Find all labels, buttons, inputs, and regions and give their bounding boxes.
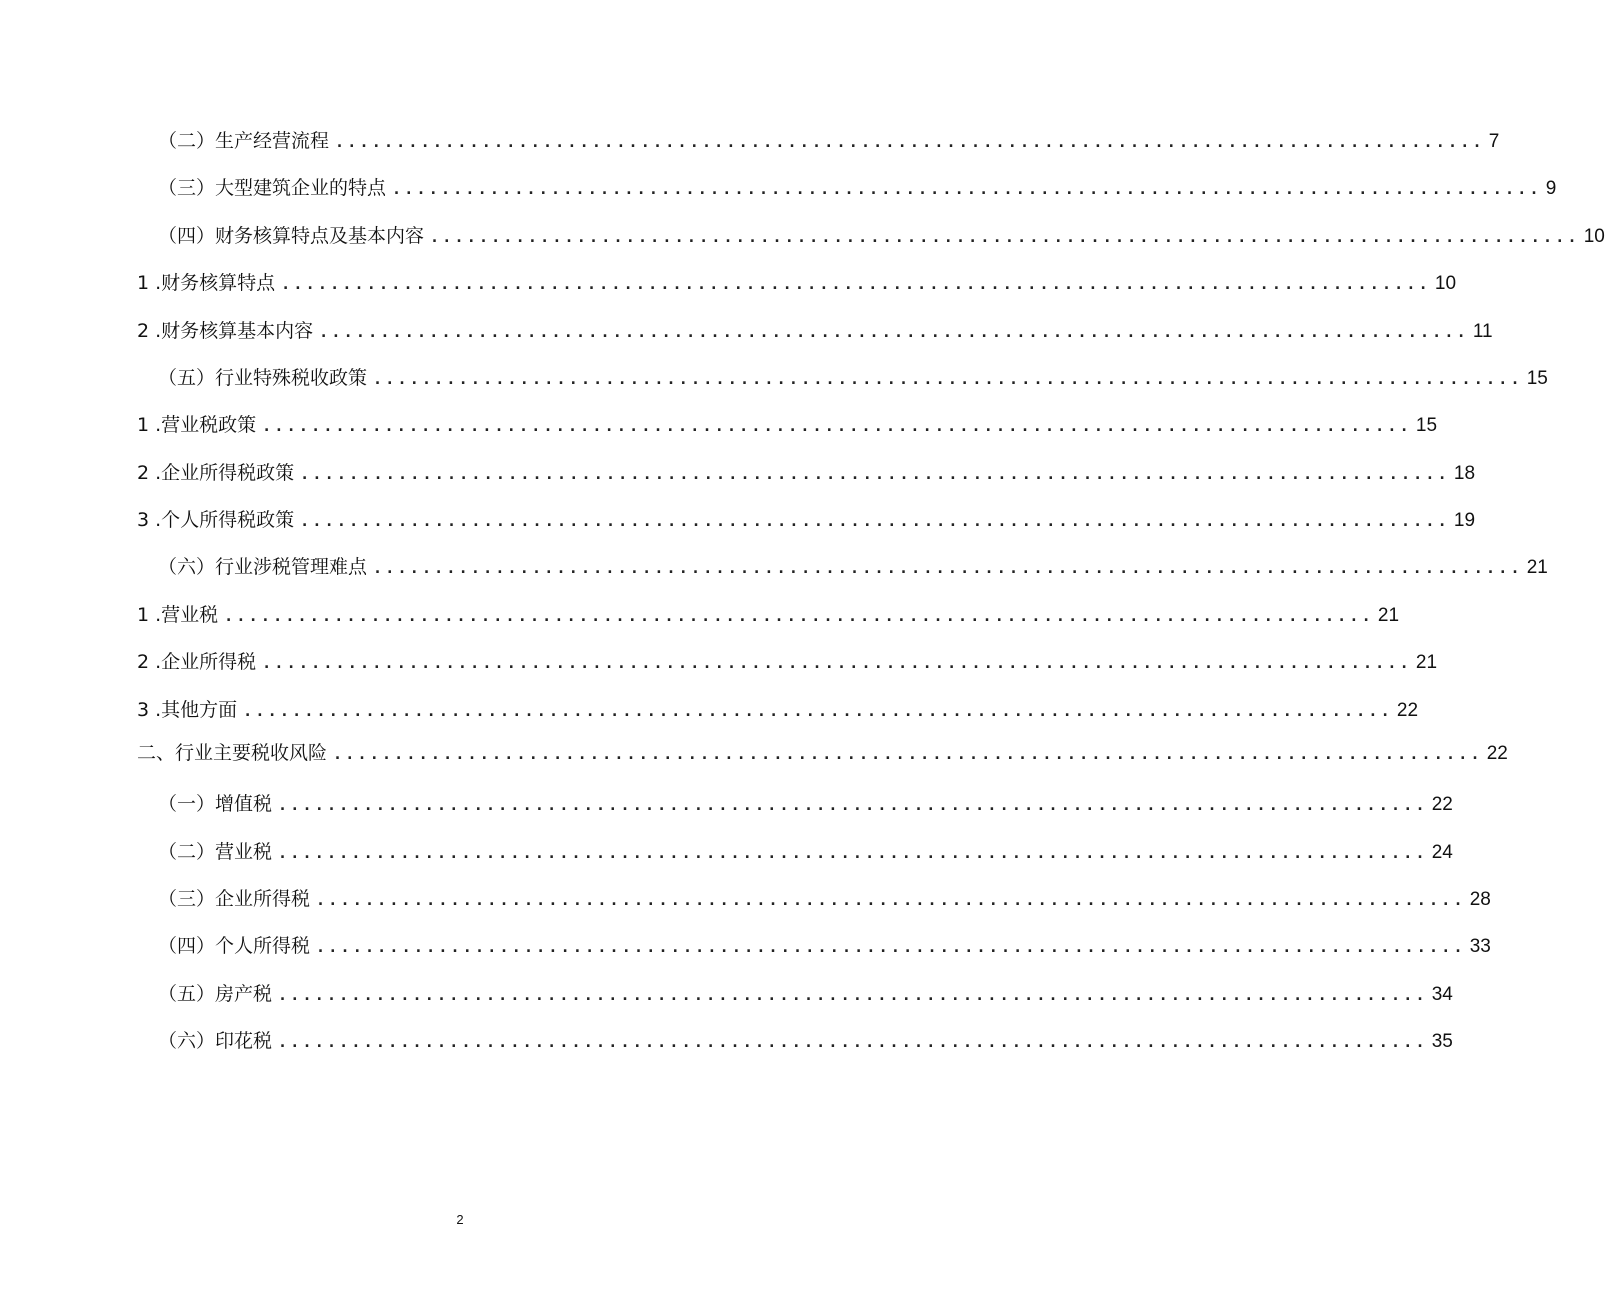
toc-leader-dots: ..............................................................................................: [278, 986, 1428, 1004]
toc-leader-dots: ..............................................................................................: [300, 512, 1450, 530]
toc-entry-page: 7: [1488, 131, 1500, 152]
toc-leader-dots: ..............................................................................................: [316, 891, 1466, 909]
toc-entry-label: （三）企业所得税: [158, 888, 311, 910]
toc-entry[interactable]: [137, 741, 1508, 766]
toc-entry-label: 1 .财务核算特点: [137, 272, 276, 294]
toc-leader-dots: ..............................................................................................: [281, 275, 1431, 293]
toc-entry[interactable]: [137, 319, 1493, 344]
toc-entry-page: 22: [1431, 794, 1453, 815]
toc-entry-label: 二、行业主要税收风险: [137, 742, 328, 764]
toc-entry-page: 18: [1453, 463, 1476, 484]
toc-entry[interactable]: [137, 461, 1476, 486]
toc-entry-page: 28: [1469, 889, 1491, 910]
toc-entry-page: 21: [1415, 652, 1438, 673]
toc-entry[interactable]: [158, 934, 1491, 959]
toc-entry[interactable]: [158, 224, 1605, 249]
toc-entry-label: （四）财务核算特点及基本内容: [158, 225, 425, 247]
toc-entry-page: 21: [1526, 557, 1548, 578]
toc-entry-page: 24: [1431, 842, 1453, 863]
toc-entry-page: 22: [1486, 743, 1508, 764]
toc-entry-page: 22: [1396, 700, 1419, 721]
toc-entry-page: 10: [1583, 226, 1605, 247]
toc-entry-label: （四）个人所得税: [158, 935, 311, 957]
toc-leader-dots: ..............................................................................................: [262, 654, 1412, 672]
toc-leader-dots: ..............................................................................................: [278, 796, 1428, 814]
toc-entry[interactable]: [137, 603, 1400, 628]
toc-entry-label: 1 .营业税: [137, 604, 219, 626]
toc-leader-dots: ..............................................................................................: [243, 702, 1393, 720]
toc-leader-dots: ..............................................................................................: [392, 180, 1542, 198]
toc-entry-label: 3 .个人所得税政策: [137, 509, 295, 531]
toc-leader-dots: ..............................................................................................: [316, 938, 1466, 956]
toc-leader-dots: ..............................................................................................: [333, 745, 1483, 763]
toc-entry-label: 2 .财务核算基本内容: [137, 320, 314, 342]
toc-entry-label: 3 .其他方面: [137, 699, 238, 721]
toc-entry[interactable]: [137, 413, 1438, 438]
toc-entry[interactable]: [137, 508, 1476, 533]
toc-entry-label: （二）营业税: [158, 841, 273, 863]
toc-entry-page: 33: [1469, 936, 1491, 957]
toc-entry-page: 15: [1526, 368, 1548, 389]
toc-entry-label: （三）大型建筑企业的特点: [158, 177, 387, 199]
toc-entry[interactable]: [158, 176, 1557, 201]
toc-entry[interactable]: [158, 129, 1500, 154]
toc-entry[interactable]: [158, 840, 1453, 865]
toc-entry[interactable]: [158, 887, 1491, 912]
toc-leader-dots: ..............................................................................................: [373, 370, 1523, 388]
toc-leader-dots: ..............................................................................................: [319, 323, 1469, 341]
toc-entry[interactable]: [158, 792, 1453, 817]
toc-entry-label: （一）增值税: [158, 793, 273, 815]
toc-entry-label: （五）行业特殊税收政策: [158, 367, 368, 389]
toc-entry-label: 1 .营业税政策: [137, 414, 257, 436]
toc-entry-page: 34: [1431, 984, 1453, 1005]
toc-entry-label: （六）印花税: [158, 1030, 273, 1052]
toc-entry-page: 21: [1377, 605, 1400, 626]
toc-entry-page: 19: [1453, 510, 1476, 531]
toc-leader-dots: ..............................................................................................: [300, 465, 1450, 483]
toc-entry-page: 15: [1415, 415, 1438, 436]
toc-entry[interactable]: [158, 555, 1548, 580]
toc-entry-label: 2 .企业所得税政策: [137, 462, 295, 484]
toc-entry[interactable]: [158, 366, 1548, 391]
toc-entry-page: 11: [1472, 321, 1493, 342]
toc-entry-label: （五）房产税: [158, 983, 273, 1005]
toc-entry-label: （二）生产经营流程: [158, 130, 330, 152]
toc-entry[interactable]: [137, 650, 1438, 675]
toc-leader-dots: ..............................................................................................: [278, 844, 1428, 862]
toc-leader-dots: ..............................................................................................: [262, 417, 1412, 435]
toc-entry[interactable]: [137, 271, 1457, 296]
toc-entry[interactable]: [158, 982, 1453, 1007]
page-number: 2: [456, 1212, 464, 1227]
toc-entry-page: 35: [1431, 1031, 1453, 1052]
toc-leader-dots: ..............................................................................................: [278, 1033, 1428, 1051]
toc-leader-dots: ..............................................................................................: [224, 607, 1374, 625]
toc-entry-page: 9: [1545, 178, 1557, 199]
toc-entry-label: 2 .企业所得税: [137, 651, 257, 673]
toc-entry[interactable]: [137, 698, 1419, 723]
toc-entry[interactable]: [158, 1029, 1453, 1054]
toc-leader-dots: ..............................................................................................: [335, 133, 1485, 151]
toc-leader-dots: ..............................................................................................: [430, 228, 1580, 246]
toc-leader-dots: ..............................................................................................: [373, 559, 1523, 577]
toc-entry-label: （六）行业涉税管理难点: [158, 556, 368, 578]
toc-entry-page: 10: [1434, 273, 1457, 294]
